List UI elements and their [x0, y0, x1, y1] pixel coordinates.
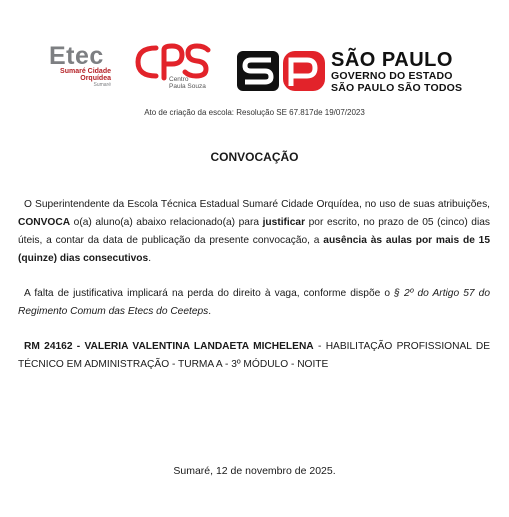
- page-title: CONVOCAÇÃO: [210, 150, 299, 164]
- justification-paragraph: [18, 285, 490, 321]
- school-creation-act: Ato de criação da escola: Resolução SE 67.817de 19/07/2023: [144, 108, 365, 117]
- cps-logo-line2: Paula Souza: [169, 83, 206, 90]
- cps-logo-line1: Centro: [169, 76, 189, 83]
- sp-logo-line3: SÃO PAULO SÃO TODOS: [331, 82, 463, 94]
- etec-logo-line3: Sumaré: [93, 82, 111, 88]
- header-logos: [0, 40, 509, 100]
- p1-text-e: por escrito, no prazo de 05 (cinco) dias úteis, a contar da data de publicação da presente convocação, a: [18, 217, 490, 246]
- p2-text-c: .: [208, 306, 212, 317]
- student-paragraph: [18, 338, 490, 374]
- sp-logo-line1: SÃO PAULO: [331, 49, 453, 71]
- p1-justificar: justificar: [262, 217, 306, 228]
- convocation-paragraph: [18, 196, 490, 268]
- p1-text-c: o(a) aluno(a) abaixo relacionado(a) para: [70, 217, 263, 228]
- sp-logo-text: [331, 50, 462, 94]
- sp-logo-mark: [237, 50, 325, 92]
- p1-absence-period: ausência às aulas por mais de 15 (quinze) dias consecutivos: [18, 235, 490, 264]
- p2-text-a: A falta de justificativa implicará na perda do direito à vaga, conforme dispõe o: [24, 288, 395, 299]
- p1-text-g: .: [148, 253, 152, 264]
- etec-logo-line2: Orquídea: [80, 75, 111, 82]
- etec-logo-line1: Sumaré Cidade: [60, 68, 111, 75]
- etec-logo-name: Etec: [49, 42, 104, 70]
- cps-logo: [134, 42, 212, 90]
- sp-logo-line2: GOVERNO DO ESTADO: [331, 70, 453, 82]
- student-course: - HABILITAÇÃO PROFISSIONAL DE TÉCNICO EM ADMINISTRAÇÃO - TURMA A - 3º MÓDULO - NOITE: [18, 341, 491, 370]
- p2-legal-reference: § 2º do Artigo 57 do Regimento Comum das Etecs do Ceeteps: [18, 288, 491, 317]
- student-id-name: RM 24162 - VALERIA VALENTINA LANDAETA MICHELENA: [24, 341, 314, 352]
- p1-convoca: CONVOCA: [18, 217, 71, 228]
- cps-logo-text: [169, 76, 206, 90]
- place-date: Sumaré, 12 de novembro de 2025.: [173, 465, 336, 477]
- p1-text-a: O Superintendente da Escola Técnica Estadual Sumaré Cidade Orquídea, no uso de suas atribuições,: [24, 199, 490, 210]
- etec-logo: [49, 44, 111, 89]
- sp-governo-logo: [237, 50, 467, 94]
